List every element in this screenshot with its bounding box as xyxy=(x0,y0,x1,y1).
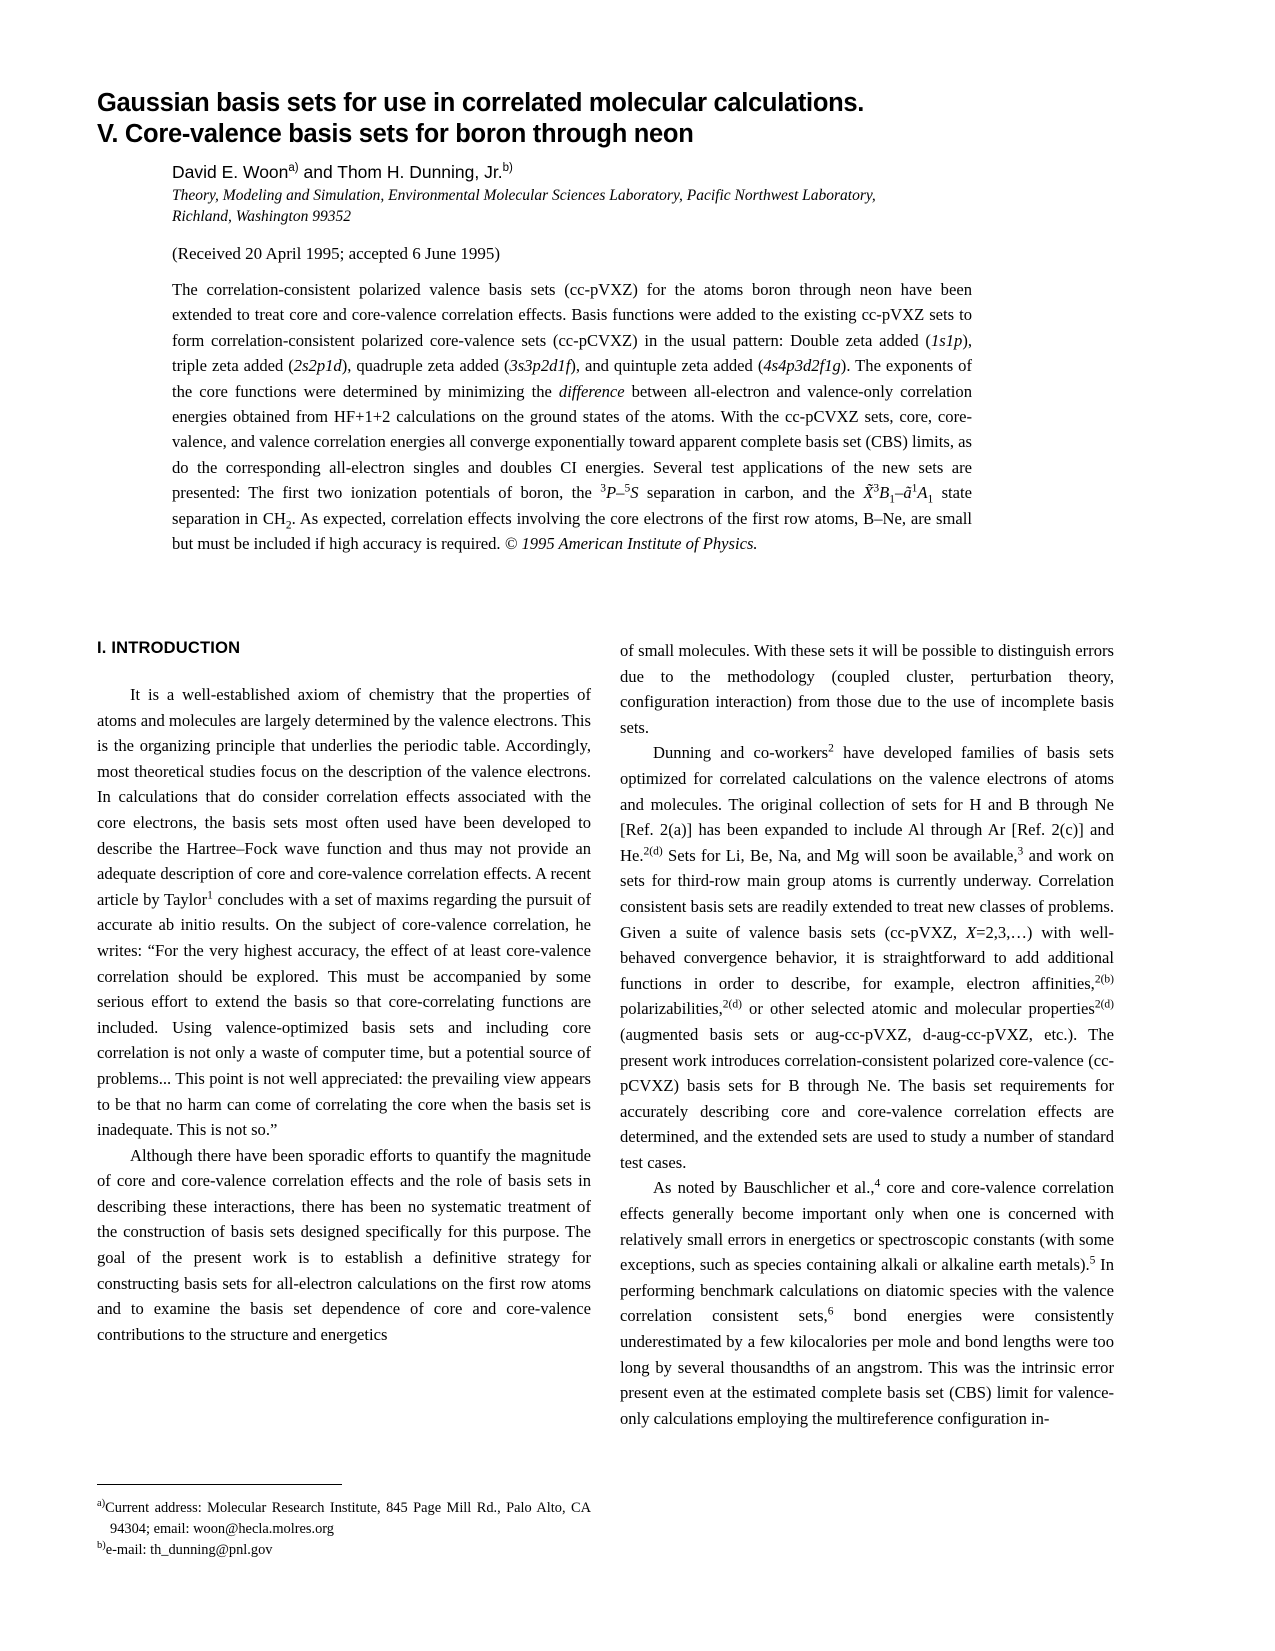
state-label-x-tilde: X̃ xyxy=(863,483,874,503)
right-p3-part-d: In performing benchmark calculations on diatomic species with the valence correlation consistent sets, xyxy=(620,1255,1114,1326)
ch2-subscript: 2 xyxy=(285,518,292,531)
right-p2-part-e: =2,3,…) with well-behaved convergence behavior, it is straightforward to add additional functions in order to describe, for example, electron affinities, xyxy=(620,922,1115,993)
state-x-subscript: 1 xyxy=(889,493,896,506)
citation-ref-2[interactable]: 2 xyxy=(828,742,834,755)
abstract-math-1: 1s1p xyxy=(930,330,963,350)
footnote-b xyxy=(97,1540,591,1561)
left-p1-part-c: results. On the subject of core-valence correlation, he writes: “For the very highest accuracy, the effect of at least core-valence correlation should be explored. This xyxy=(97,915,591,986)
title-block xyxy=(97,88,997,150)
footnote-separator-rule xyxy=(97,1484,342,1485)
italic-et-al: et al. xyxy=(836,1178,871,1198)
abstract-math-2: 2s2p1d xyxy=(293,356,342,376)
copyright-line: © 1995 American Institute of Physics. xyxy=(504,534,758,554)
citation-ref-5[interactable]: 5 xyxy=(1089,1254,1096,1267)
italic-ab-initio: ab initio xyxy=(158,915,216,935)
right-p2-part-g: or other selected atomic and molecular properties xyxy=(741,999,1095,1019)
citation-ref-2d-second[interactable]: 2(d) xyxy=(722,998,742,1011)
abstract-part-1: The correlation-consistent polarized valence basis sets (cc-pVXZ) for the atoms boron through neon have been extended to treat core and core-valence correlation effects. Basis functions were added to the existing cc-pVXZ sets to form correlation-consistent polarized core-valence sets (cc-pCVXZ) in the usual pattern: Double zeta added ( xyxy=(172,280,972,350)
abstract-part-7: separation in carbon, and the xyxy=(638,483,864,503)
byline-block xyxy=(172,161,1002,227)
abstract-italic-difference: difference xyxy=(558,381,625,401)
abstract-math-4: 4s4p3d2f1g xyxy=(763,356,841,376)
body-column-right xyxy=(620,638,1114,1431)
author-name-2: Thom H. Dunning, Jr. xyxy=(337,162,503,182)
footnote-a-text: Current address: Molecular Research Institute, 845 Page Mill Rd., Palo Alto, CA 94304; email: woon@hecla.molres.org xyxy=(105,1500,591,1537)
author-list xyxy=(172,161,1002,183)
state-separation-dash: – xyxy=(895,483,904,503)
author-footnote-mark-b[interactable]: b) xyxy=(502,162,513,175)
state-a-multiplicity: 1 xyxy=(911,482,918,495)
footnote-a xyxy=(97,1498,591,1540)
right-p3-comma: , xyxy=(870,1178,875,1198)
italic-must: must xyxy=(366,966,399,986)
abstract-part-4: ), and quintuple zeta added ( xyxy=(570,356,764,376)
affiliation: Theory, Modeling and Simulation, Environmental Molecular Sciences Laboratory, Pacific Northwest Laboratory, Richland, Washington 99352 xyxy=(172,187,876,225)
state-x-letter: B xyxy=(879,483,890,503)
term-symbol-dash: – xyxy=(616,483,625,503)
abstract-part-3: ), quadruple zeta added ( xyxy=(341,356,510,376)
right-p2-part-h: (augmented basis sets or aug-cc-pVXZ, d-aug-cc-pVXZ, etc.). The present work introduces correlation-consistent polarized xyxy=(620,1024,1114,1070)
abstract-part-5: ). The exponents of the core functions were determined by minimizing the xyxy=(172,356,972,401)
italic-core-valence: core-valence xyxy=(998,1050,1084,1070)
footnote-a-mark: a) xyxy=(97,1498,106,1510)
abstract-part-6: between all-electron and valence-only correlation energies obtained from HF+1+2 calculations on the ground states of the atoms. With the cc-pCVXZ sets, core, core-valence, and valence correlation energies all converge exponentially toward apparent complete basis set (CBS) limits, as do the corresponding all-electron singles and doubles CI energies. Several test applications of the new sets are presented: The first two ionization potentials of boron, the xyxy=(172,381,973,503)
section-heading-introduction: I. INTRODUCTION xyxy=(97,639,241,657)
right-p3-part-a: As noted by Bauschlicher xyxy=(653,1178,837,1198)
term-symbol-1-letter: P xyxy=(606,483,617,503)
author-conjunction: and xyxy=(298,162,338,182)
body-column-left xyxy=(97,638,591,1347)
right-p2-part-d: and work on sets for third-row main group atoms is currently underway. Correlation consistent basis sets are readily extended to treat new classes of problems. Given a suite of valence basis sets (cc-pVXZ, xyxy=(620,845,1114,942)
left-paragraph-1 xyxy=(97,682,591,1143)
left-p1-part-a: It is a well-established axiom of chemistry that the properties of atoms and molecules are largely determined by the valence electrons. This is the organizing principle that underlies the periodic table. Accordingly, most theoretical studies focus on the description of the valence electrons. In calculations that do consider correlation effects associated with the core electrons, the basis sets most often used have been developed to describe the Hartree–Fock wave function and thus may not provide an adequate description of core and core-valence correlation effects. A recent article by Taylor xyxy=(97,685,591,909)
right-paragraph-2 xyxy=(620,740,1114,1175)
state-label-a-tilde: ã xyxy=(903,483,912,503)
state-a-letter: A xyxy=(917,483,928,503)
right-p2-part-i: (cc-pCVXZ) basis sets for B through Ne. The basis set requirements for accurately describing core and core-valence correlation effects are determined, and the extended sets are used to study a number of standard test cases. xyxy=(620,1050,1114,1172)
body-columns xyxy=(97,638,1180,1598)
citation-ref-2d-first[interactable]: 2(d) xyxy=(643,845,663,858)
right-p3-part-c: core and core-valence correlation effects generally become important only when one is concerned with relatively small errors in energetics or spectroscopic constants (with some exceptions, such as species containing alkali or alkaline earth metals). xyxy=(620,1178,1114,1275)
paper-title-line2: V. Core-valence basis sets for boron through neon xyxy=(97,120,694,148)
term-symbol-2-multiplicity: 5 xyxy=(624,482,631,495)
page-title xyxy=(97,88,997,150)
right-p3-part-e: bond energies were consistently underestimated by a few kilocalories per mole and bond lengths were too long by several thousandths of an angstrom. This was the intrinsic error present even at the estimated complete basis set (CBS) limit for valence-only calculations employing the multireference configuration in- xyxy=(620,1306,1114,1428)
right-p2-part-b: have developed families of basis sets optimized for correlated calculations on the valence electrons of atoms and molecules. The original collection of sets for H and B through Ne [Ref. 2(a)] has been expanded to include Al through Ar [Ref. 2(c)] and He. xyxy=(620,743,1114,865)
footnote-block xyxy=(97,1484,591,1561)
citation-ref-2b[interactable]: 2(b) xyxy=(1094,973,1114,986)
citation-ref-2d-third[interactable]: 2(d) xyxy=(1094,998,1114,1011)
math-variable-x: X xyxy=(965,922,977,942)
abstract-part-8: state separation in CH xyxy=(172,483,973,528)
term-symbol-2-letter: S xyxy=(630,483,639,503)
received-accepted-line: (Received 20 April 1995; accepted 6 June 1995) xyxy=(172,244,501,263)
right-paragraph-3 xyxy=(620,1175,1114,1431)
right-p2-part-a: Dunning and co-workers xyxy=(653,743,829,763)
author-name-1: David E. Woon xyxy=(172,162,289,182)
footnote-b-mark: b) xyxy=(97,1540,106,1552)
author-footnote-mark-a[interactable]: a) xyxy=(288,162,299,175)
term-symbol-1-multiplicity: 3 xyxy=(600,482,607,495)
right-p2-part-f: polarizabilities, xyxy=(620,999,723,1019)
paper-title-line1: Gaussian basis sets for use in correlated molecular calculations. xyxy=(97,89,865,117)
citation-ref-4[interactable]: 4 xyxy=(874,1177,881,1190)
abstract xyxy=(172,277,972,556)
left-p1-part-b: concludes with a set of maxims regarding the pursuit of accurate xyxy=(97,889,591,935)
abstract-part-9: . As expected, correlation effects involving the core electrons of the first row atoms, B–Ne, are small but must be included if high accuracy is required. xyxy=(172,508,972,554)
right-p2-part-c: Sets for Li, Be, Na, and Mg will soon be available, xyxy=(662,845,1018,865)
state-x-multiplicity: 3 xyxy=(873,482,880,495)
state-a-subscript: 1 xyxy=(927,493,934,506)
citation-ref-6[interactable]: 6 xyxy=(827,1305,834,1318)
citation-ref-3[interactable]: 3 xyxy=(1017,845,1024,858)
footnote-b-text: e-mail: th_dunning@pnl.gov xyxy=(105,1542,273,1558)
right-paragraph-1: of small molecules. With these sets it will be possible to distinguish errors due to the methodology (coupled cluster, perturbation theory, configuration interaction) from those due to the use of incomplete basis sets. xyxy=(620,641,1114,737)
abstract-math-3: 3s3p2d1f xyxy=(509,356,571,376)
citation-ref-1[interactable]: 1 xyxy=(207,889,213,902)
left-p1-part-d: be accompanied by some serious effort to extend the basis so that core-correlating functions are included. Using valence-optimized basis sets and including core correlation is not only a waste of computer time, but a potential source of problems... This point is not well appreciated: the prevailing view appears to be that no harm can come of correlating the core when the basis set is inadequate. This is not so.” xyxy=(97,966,591,1140)
abstract-part-2: ), triple zeta added ( xyxy=(172,330,972,376)
left-paragraph-2: Although there have been sporadic efforts to quantify the magnitude of core and core-valence correlation effects and the role of basis sets in describing these interactions, there has been no systematic treatment of the construction of basis sets designed specifically for this purpose. The goal of the present work is to establish a definitive strategy for constructing basis sets for all-electron calculations on the first row atoms and to examine the basis set dependence of core and core-valence contributions to the structure and energetics xyxy=(97,1145,591,1344)
